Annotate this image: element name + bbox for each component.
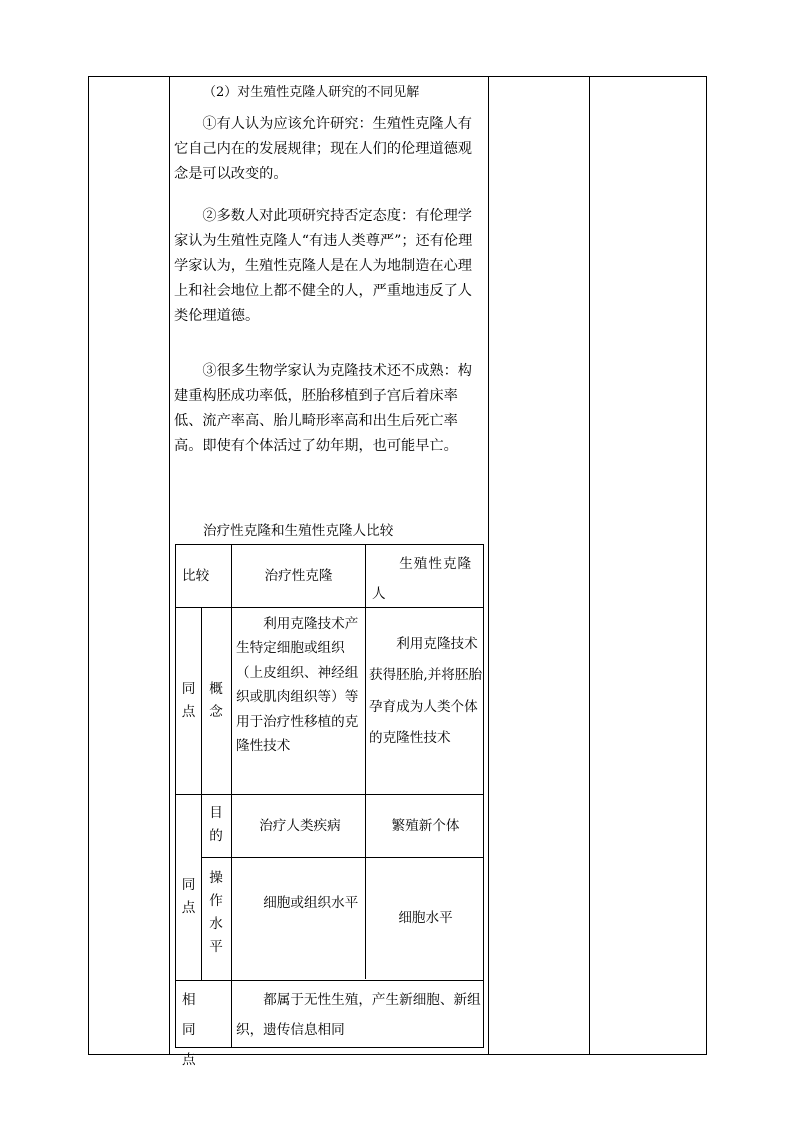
comparison-table (175, 544, 484, 1068)
section-heading: （2）对生殖性克隆人研究的不同见解 (203, 85, 420, 100)
column-divider (589, 77, 590, 1054)
purpose-therapeutic: 治疗人类疾病 (259, 818, 341, 834)
purpose-reproductive: 繁殖新个体 (391, 818, 460, 834)
level-reproductive: 细胞水平 (398, 910, 453, 926)
concept-label: 概 念 (209, 681, 223, 720)
header-reproductive: 生殖性克隆人 (372, 556, 473, 602)
group1-label: 同 点 (181, 681, 196, 720)
purpose-label: 目 的 (209, 805, 223, 844)
group2-label: 同 点 (181, 877, 196, 916)
paragraph-3: ③很多生物学家认为克隆技术还不成熟：构建重构胚成功率低，胚胎移植到子宫后着床率低、流产率高、胎儿畸形率高和出生后死亡率高。即使有个体活过了幼年期，也可能早亡。 (174, 363, 472, 454)
lesson-plan-table (88, 76, 707, 1068)
concept-therapeutic: 利用克隆技术产生特定细胞或组织（上皮组织、神经组织或肌肉组织等）等用于治疗性移植的克隆性技术 (236, 616, 359, 755)
same-label: 相同点 (182, 992, 206, 1068)
paragraph-1: ①有人认为应该允许研究：生殖性克隆人有它自己内在的发展规律；现在人们的伦理道德观念是可以改变的。 (174, 116, 472, 182)
column-divider (488, 77, 489, 1054)
header-compare: 比较 (182, 568, 210, 584)
operation-level-label: 操 作 水 平 (209, 870, 223, 955)
level-therapeutic: 细胞或组织水平 (263, 895, 359, 911)
same-text: 都属于无性生殖，产生新细胞、新组织，遗传信息相同 (236, 992, 481, 1038)
paragraph-2: ②多数人对此项研究持否定态度：有伦理学家认为生殖性克隆人“有违人类尊严”；还有伦理学家认为，生殖性克隆人是在人为地制造在心理上和社会地位上都不健全的人，严重地违反了人类伦理道德。 (174, 208, 473, 324)
content-cell (170, 77, 488, 1068)
header-therapeutic: 治疗性克隆 (264, 568, 333, 584)
table-title: 治疗性克隆和生殖性克隆人比较 (203, 523, 394, 539)
concept-reproductive: 利用克隆技术获得胚胎,并将胚胎孕育成为人类个体的克隆性技术 (369, 636, 483, 747)
